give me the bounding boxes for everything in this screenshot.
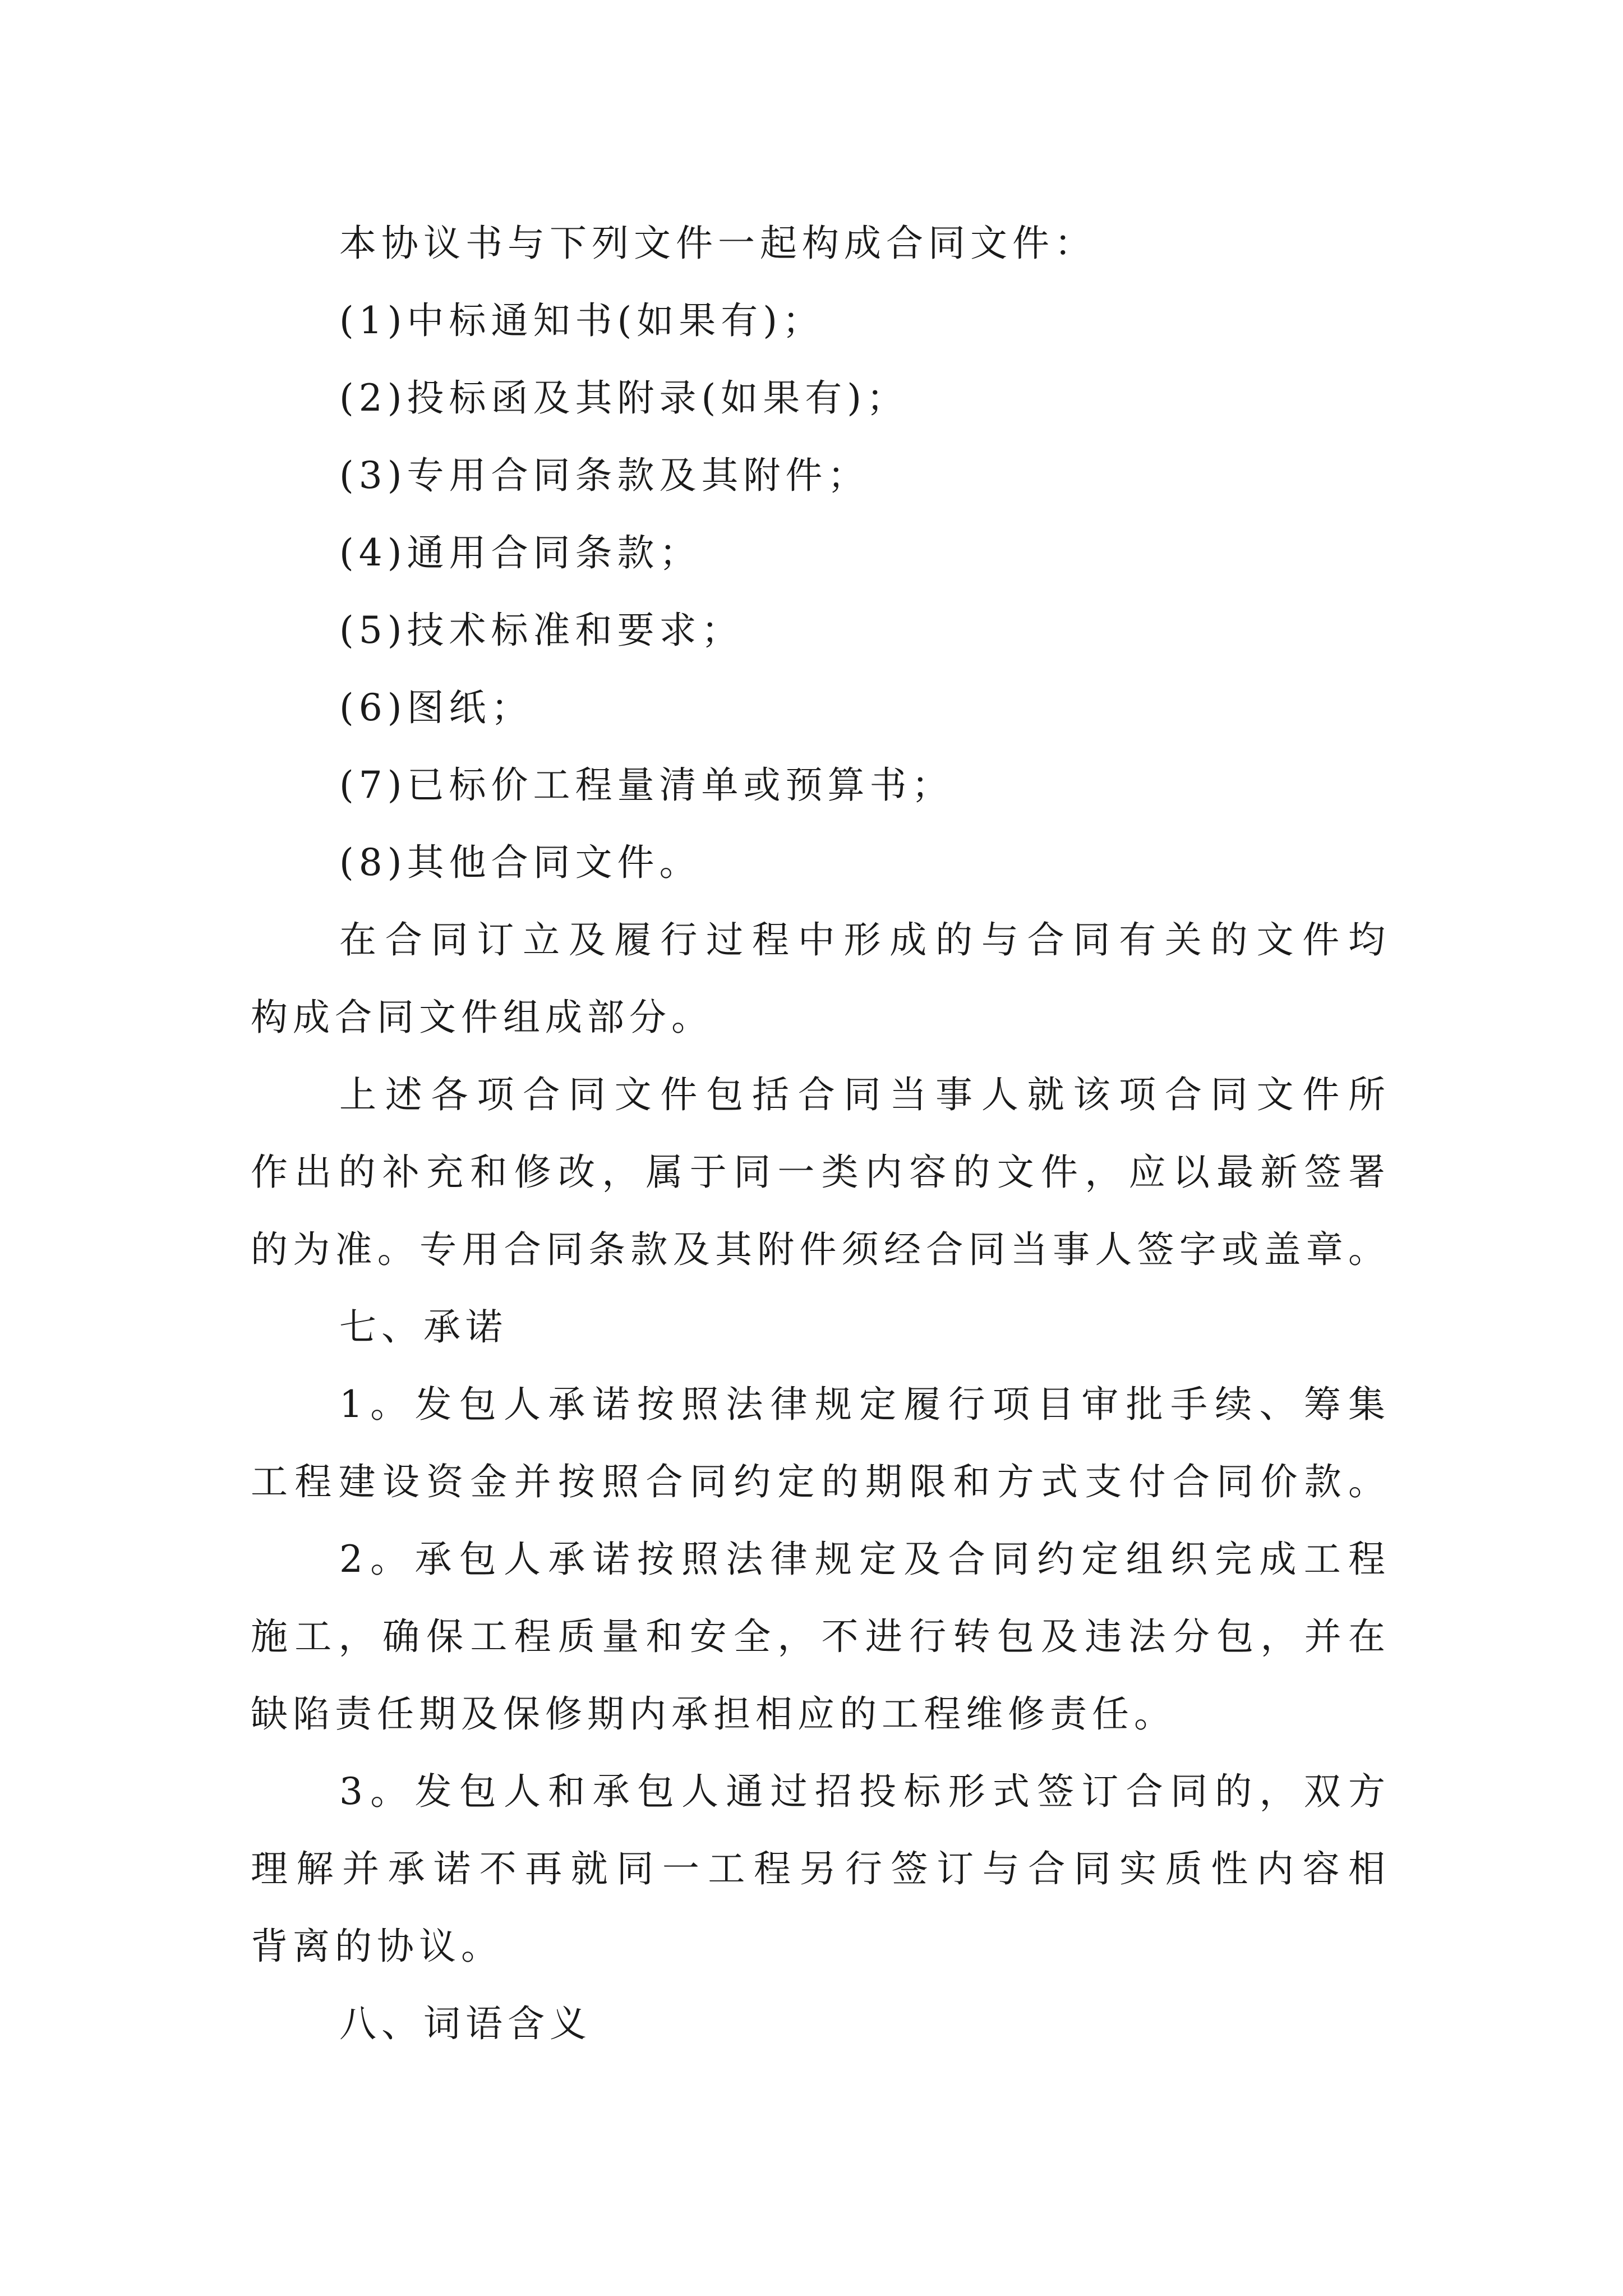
paragraph-line: 理解并承诺不再就同一工程另行签订与合同实质性内容相 bbox=[251, 1847, 1394, 1890]
list-item bbox=[251, 282, 1406, 360]
paragraph bbox=[251, 1366, 1406, 1521]
paragraph-intro bbox=[251, 205, 1406, 282]
paragraph-line: (4)通用合同条款； bbox=[339, 531, 702, 574]
paragraph-line: 的为准。专用合同条款及其附件须经合同当事人签字或盖章。 bbox=[251, 1228, 1391, 1271]
list-item bbox=[251, 824, 1406, 901]
paragraph-line: 八、词语含义 bbox=[339, 2002, 592, 2045]
paragraph-line: 工程建设资金并按照合同约定的期限和方式支付合同价款。 bbox=[251, 1460, 1393, 1503]
paragraph-line: (7)已标价工程量清单或预算书； bbox=[339, 763, 954, 807]
list-item bbox=[251, 360, 1406, 437]
paragraph-line: (1)中标通知书(如果有)； bbox=[339, 299, 824, 342]
paragraph-line: (5)技术标准和要求； bbox=[339, 609, 744, 652]
paragraph-line: 上述各项合同文件包括合同当事人就该项合同文件所 bbox=[339, 1073, 1394, 1116]
paragraph-line: 本协议书与下列文件一起构成合同文件： bbox=[339, 222, 1096, 265]
paragraph-line: 背离的协议。 bbox=[251, 1925, 503, 1968]
paragraph-line: 构成合同文件组成部分。 bbox=[251, 996, 713, 1039]
section-heading bbox=[251, 1289, 1406, 1366]
paragraph bbox=[251, 1753, 1406, 1985]
paragraph-line: (3)专用合同条款及其附件； bbox=[339, 454, 870, 497]
document-body bbox=[251, 205, 1406, 2063]
paragraph bbox=[251, 901, 1406, 1056]
paragraph-line: 2。承包人承诺按照法律规定及合同约定组织完成工程 bbox=[339, 1538, 1393, 1581]
list-item bbox=[251, 592, 1406, 669]
paragraph-line: (6)图纸； bbox=[339, 686, 533, 729]
paragraph-line: (2)投标函及其附录(如果有)； bbox=[339, 376, 909, 420]
list-item bbox=[251, 514, 1406, 592]
paragraph-line: 在合同订立及履行过程中形成的与合同有关的文件均 bbox=[339, 918, 1394, 961]
paragraph-line: 施工，确保工程质量和安全，不进行转包及违法分包，并在 bbox=[251, 1615, 1393, 1658]
paragraph-line: 作出的补充和修改，属于同一类内容的文件，应以最新签署 bbox=[251, 1151, 1393, 1194]
list-item bbox=[251, 437, 1406, 514]
paragraph-line: (8)其他合同文件。 bbox=[339, 841, 702, 884]
section-heading bbox=[251, 1985, 1406, 2063]
paragraph bbox=[251, 1056, 1406, 1289]
paragraph bbox=[251, 1521, 1406, 1753]
list-item bbox=[251, 669, 1406, 747]
paragraph-line: 七、承诺 bbox=[339, 1305, 508, 1349]
paragraph-line: 1。发包人承诺按照法律规定履行项目审批手续、筹集 bbox=[339, 1383, 1393, 1426]
paragraph-line: 缺陷责任期及保修期内承担相应的工程维修责任。 bbox=[251, 1692, 1176, 1736]
list-item bbox=[251, 747, 1406, 824]
paragraph-line: 3。发包人和承包人通过招投标形式签订合同的，双方 bbox=[339, 1770, 1393, 1813]
